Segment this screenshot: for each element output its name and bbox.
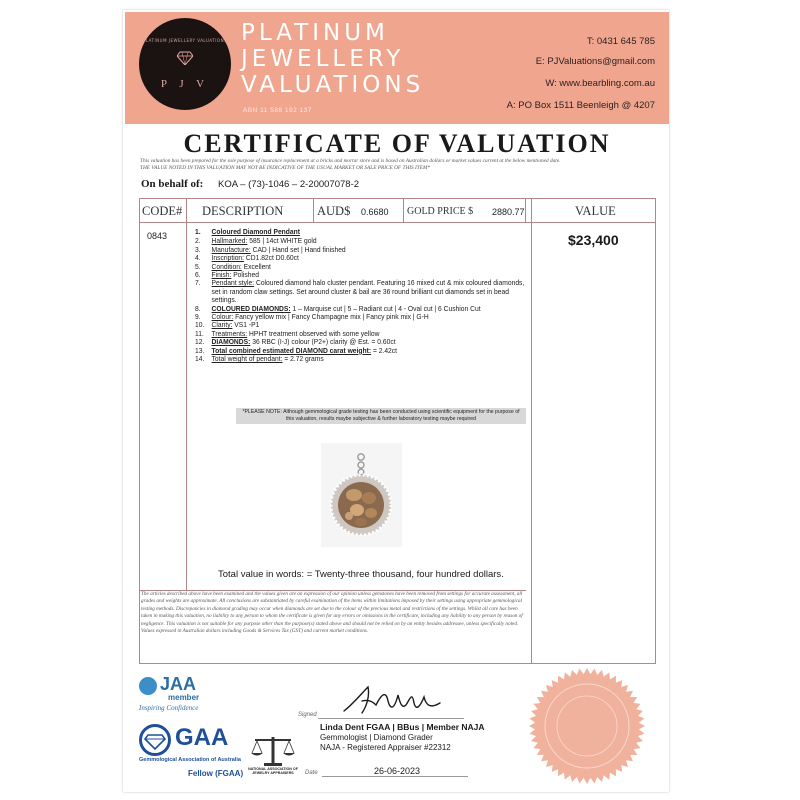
item-number: 10. — [195, 320, 205, 330]
aud-header: AUD$ — [317, 204, 351, 218]
item-label: Total combined estimated DIAMOND carat weight: — [211, 345, 372, 355]
pjv-logo — [139, 18, 231, 110]
on-behalf-label: On behalf of: — [141, 178, 204, 190]
item-label: Coloured Diamond Pendant — [211, 227, 300, 236]
item-number: 11. — [195, 328, 204, 338]
item-number: 1. — [195, 227, 201, 236]
total-value-in-words: Total value in words: = Twenty-three thousand, four hundred dollars. — [218, 569, 504, 580]
item-label: COLOURED DIAMONDS: — [211, 303, 291, 313]
item-text: Coloured diamond halo cluster pendant. Featuring 16 mixed cut & mix coloured diamonds, set in random claw settings. Set around cluster & bail are 36 round brilliant cut diamonds set in bead settings. — [211, 278, 525, 305]
item-number: 4. — [195, 253, 201, 263]
item-number: 12. — [195, 337, 205, 347]
value-header: VALUE — [575, 204, 616, 218]
item-number: 8. — [195, 303, 201, 313]
item-text: = 2.72 grams — [282, 354, 324, 364]
item-label: Total weight of pendant: — [211, 354, 283, 364]
testing-note: *PLEASE NOTE: Although gemmological grade testing has been conducted using scientific equipment for the purpose of this valuation, results maybe subjective & further laboratory testing maybe required — [236, 408, 526, 424]
seal-stamp — [528, 667, 646, 785]
item-number: 5. — [195, 261, 201, 271]
gold-price-value: 2880.77 — [492, 207, 525, 217]
logo-ring-text: PLATINUM JEWELLERY VALUATIONS — [142, 38, 228, 43]
item-number: 14. — [195, 354, 205, 364]
item-text: 585 | 14ct WHITE gold — [247, 236, 317, 246]
contact-address: A: PO Box 1511 Beenleigh @ 4207 — [506, 100, 655, 111]
description-list — [195, 228, 525, 364]
item-text: Fancy yellow mix | Fancy Champagne mix | Fancy pink mix | G-H — [233, 312, 429, 322]
disclaimer-line-2: THE VALUE NOTED IN THIS VALUATION MAY NOT BE INDICATIVE OF THE USUAL MARKET OR SALE PRICE OF THIS ITEM* — [140, 165, 431, 171]
item-number: 9. — [195, 312, 201, 322]
jaa-circle-icon — [139, 677, 157, 695]
item-text: = 2.42ct — [371, 345, 398, 355]
signature-line — [318, 718, 464, 719]
disclaimer-line-1: This valuation has been prepared for the sole purpose of insurance replacement at a bricks and mortar store and is based on Australian dollars or market values current at the below mentioned date. — [140, 158, 561, 164]
date-label: Date — [305, 770, 318, 776]
scales-icon — [245, 733, 301, 767]
item-text: 36 RBC (I-J) colour (P2+) clarity @ Est. = 0.60ct — [250, 337, 396, 347]
item-label: Condition: — [211, 261, 242, 271]
gaa-emblem-icon — [139, 724, 171, 756]
naja-subtitle: NATIONAL ASSOCIATION OF JEWELRY APPRAISERS — [248, 767, 298, 775]
abn-number: ABN 11 588 192 137 — [243, 107, 312, 114]
item-text: Polished — [231, 270, 259, 280]
item-label: Pendant style: — [211, 278, 255, 288]
gaa-fellow: Fellow (FGAA) — [188, 769, 244, 778]
naja-logo — [245, 733, 301, 775]
item-label: Colour: — [211, 312, 234, 322]
item-text: 1 – Marquise cut | 5 – Radiant cut | 4 - Oval cut | 6 Cushion Cut — [290, 303, 481, 313]
signature — [340, 683, 450, 719]
date-value: 26-06-2023 — [374, 766, 421, 776]
contact-email: E: PJValuations@gmail.com — [535, 56, 655, 67]
gold-price-header: GOLD PRICE $ — [407, 206, 474, 217]
item-label: Finish: — [211, 270, 232, 280]
item-number: 13. — [195, 345, 205, 355]
gaa-text: GAA — [175, 724, 229, 751]
item-number: 2. — [195, 236, 201, 246]
brand-line-3: VALUATIONS — [241, 72, 425, 98]
brand-line-1: PLATINUM — [241, 20, 389, 46]
item-label: Treatments: — [211, 328, 248, 338]
legal-disclaimer: The articles described above have been examined and the values given are an expression of our opinion unless gemstones have been removed from settings for accurate assessment, all grades and weights are approximate. All conclusions are substantiated by careful examination of the items within limitations imposed by their settings using appropriate gemmological testing methods. Discrepancies in diamond grading may occur when diamonds are set due to the colour of the precious metal and restrictions of the settings. Whilst all care has been taken in making this valuation, no liability to any person to whom the certificate is given for any errors or omissions in the certificate, including any liability to any person by reason of negligence. This valuation is not suitable for any purpose other than the purpose(s) stated above and should not be relied on by an entity besides addressee, unless specifically noted. Values expressed in Australian dollars including Goods & Services Tax (GST) and current market conditions. — [141, 591, 523, 635]
item-label: Clarity: — [211, 320, 233, 330]
on-behalf-value: KOA – (73)-1046 – 2-20007078-2 — [218, 179, 360, 190]
item-text: VS1 -P1 — [232, 320, 260, 330]
jaa-text: JAA — [160, 674, 197, 694]
item-label: Manufacture: — [211, 244, 251, 254]
contact-website: W: www.bearbling.com.au — [545, 78, 655, 89]
description-item — [195, 228, 528, 236]
aud-value: 0.6680 — [361, 207, 389, 217]
gaa-subtitle: Gemmological Association of Australia — [139, 757, 241, 763]
signer-name: Linda Dent FGAA | BBus | Member NAJA — [320, 722, 485, 732]
contact-phone: T: 0431 645 785 — [586, 36, 655, 47]
certificate-title: CERTIFICATE OF VALUATION — [183, 129, 611, 158]
jaa-tagline: Inspiring Confidence — [139, 704, 199, 712]
code-header: CODE# — [142, 204, 183, 218]
item-value: $23,400 — [568, 232, 619, 248]
description-header: DESCRIPTION — [202, 204, 284, 218]
signer-role-2: NAJA - Registered Appraiser #22312 — [320, 743, 451, 752]
item-text: Excellent — [241, 261, 271, 271]
description-item — [195, 355, 528, 363]
logo-initials: P J V — [160, 78, 210, 90]
diamond-icon — [177, 51, 193, 65]
item-code: 0843 — [147, 231, 168, 241]
description-item — [195, 279, 528, 304]
seal-burst — [529, 668, 645, 784]
item-label: Inscription: — [211, 253, 245, 263]
pendant-photo — [321, 443, 402, 547]
item-number: 6. — [195, 270, 201, 280]
item-number: 7. — [195, 278, 201, 288]
item-label: Hallmarked: — [211, 236, 248, 246]
item-label: DIAMONDS: — [211, 337, 251, 347]
brand-line-2: JEWELLERY — [241, 46, 405, 72]
item-text: CAD | Hand set | Hand finished — [250, 244, 346, 254]
item-text: CD1.82ct D0.60ct — [244, 253, 299, 263]
item-text: HPHT treatment observed with some yellow — [247, 328, 380, 338]
signer-role-1: Gemmologist | Diamond Grader — [320, 733, 433, 742]
signed-label: Signed — [298, 712, 317, 718]
header-banner — [125, 12, 669, 124]
date-line — [322, 776, 468, 777]
jaa-member-text: member — [168, 693, 200, 702]
item-number: 3. — [195, 244, 201, 254]
